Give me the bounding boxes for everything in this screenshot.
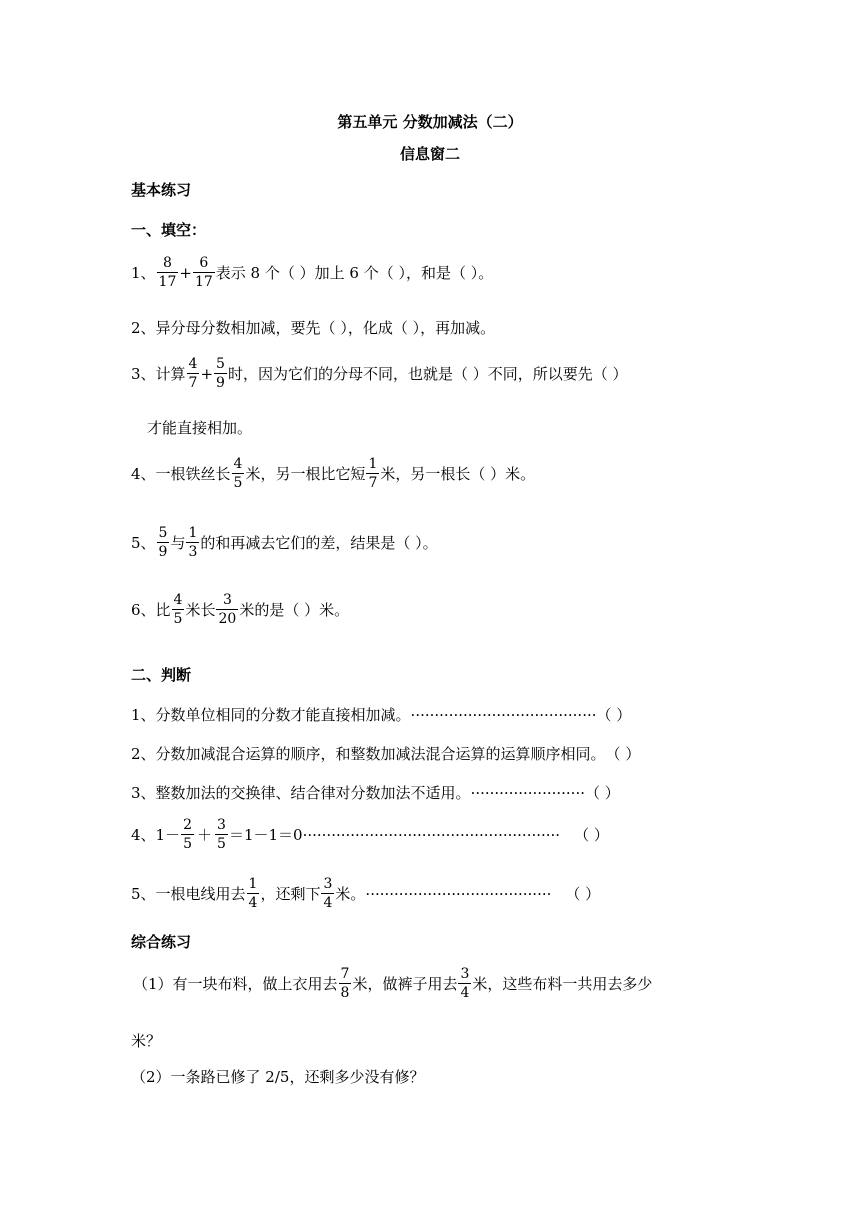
fraction: $\frac{1}{7}$ <box>368 456 378 491</box>
comp-question-2: （2）一条路已修了 2/5，还剩多少没有修？ <box>131 1068 425 1086</box>
fraction: $\frac{3}{20}$ <box>218 592 237 627</box>
fraction: $\frac{3}{4}$ <box>460 966 470 1001</box>
fill-question-3 <box>131 357 628 390</box>
fraction: $\frac{4}{7}$ <box>188 356 198 391</box>
fraction: $\frac{1}{4}$ <box>248 876 258 911</box>
page-subtitle: 信息窗二 <box>399 145 460 163</box>
part1-heading: 一、填空： <box>131 221 207 239</box>
judge-question-5 <box>131 877 600 910</box>
fill-question-1 <box>131 256 493 289</box>
page-title: 第五单元 分数加减法（二） <box>337 113 523 131</box>
answer-blank: （ ） <box>605 745 641 763</box>
judge-question-1 <box>131 704 731 725</box>
fill-question-2 <box>131 317 495 338</box>
fraction: $\frac{5}{9}$ <box>158 525 168 560</box>
question-text: 的和再减去它们的差，结果是（ ）。 <box>200 534 438 552</box>
question-text: 与 <box>170 534 186 552</box>
question-text: 米的是（ ）米。 <box>239 601 350 619</box>
question-text: 表示 8 个（ ）加上 6 个（ ），和是（ ）。 <box>215 264 494 282</box>
fraction: $\frac{7}{8}$ <box>340 966 350 1001</box>
fill-question-5 <box>131 526 438 559</box>
question-text: ＝1－1＝0 <box>228 826 303 844</box>
operator: ＋ <box>197 826 213 844</box>
answer-blank: （ ） <box>596 706 632 724</box>
answer-blank: （ ） <box>565 885 601 903</box>
judge-question-3 <box>131 782 620 803</box>
fraction: $\frac{5}{9}$ <box>216 356 225 391</box>
operator: + <box>200 364 214 383</box>
comp-question-1-continued: 米？ <box>131 1032 162 1050</box>
question-text: 米，做裤子用去 <box>352 975 458 993</box>
question-text: 米，这些布料一共用去多少 <box>472 975 653 993</box>
comp-question-1 <box>133 967 652 1000</box>
dot-leader: ······································· <box>365 884 552 903</box>
question-number: 5、 <box>131 534 156 552</box>
question-text: 2、分数加减混合运算的顺序，和整数加减法混合运算的运算顺序相同。 <box>131 745 606 763</box>
question-number: 3、计算 <box>131 365 186 383</box>
fill-question-6 <box>131 593 349 626</box>
question-number: 6、比 <box>131 601 171 619</box>
question-text: 米长 <box>185 601 216 619</box>
fraction: $\frac{4}{5}$ <box>233 456 243 491</box>
fraction: $\frac{6}{17}$ <box>194 255 213 290</box>
dot-leader: ······················································ <box>302 825 561 844</box>
dot-leader: ······································· <box>410 705 597 724</box>
dot-leader: ························ <box>470 783 585 802</box>
judge-question-4 <box>131 818 609 851</box>
question-number: （1）有一块布料，做上衣用去 <box>133 975 338 993</box>
judge-question-2 <box>131 743 640 764</box>
question-text: 3、整数加法的交换律、结合律对分数加法不适用。 <box>131 784 471 802</box>
section-comp-heading: 综合练习 <box>131 933 192 951</box>
fill-question-4 <box>131 457 535 490</box>
question-text: 2、异分母分数相加减，要先（ ），化成（ ），再加减。 <box>131 319 496 337</box>
section-basic-heading: 基本练习 <box>131 181 192 199</box>
question-number: 4、1－ <box>131 826 181 844</box>
fill-question-3-continued: 才能直接相加。 <box>147 419 253 437</box>
fraction: $\frac{4}{5}$ <box>173 592 183 627</box>
fraction: $\frac{3}{5}$ <box>217 817 226 852</box>
question-text: ，还剩下 <box>260 885 321 903</box>
question-text: 米，另一根长（ ）米。 <box>380 465 536 483</box>
answer-blank: （ ） <box>584 784 620 802</box>
fraction: $\frac{2}{5}$ <box>183 817 193 852</box>
fraction: $\frac{1}{3}$ <box>188 525 198 560</box>
question-text: 1、分数单位相同的分数才能直接相加减。 <box>131 706 411 724</box>
question-text: 米。 <box>335 885 366 903</box>
operator: + <box>179 263 192 282</box>
answer-blank: （ ） <box>574 826 609 844</box>
question-number: 4、一根铁丝长 <box>131 465 231 483</box>
question-text: 时，因为它们的分母不同，也就是（ ）不同，所以要先（ ） <box>227 365 628 383</box>
question-number: 1、 <box>131 264 156 282</box>
part2-heading: 二、判断 <box>131 666 192 684</box>
fraction: $\frac{3}{4}$ <box>323 876 333 911</box>
question-number: 5、一根电线用去 <box>131 885 246 903</box>
fraction: $\frac{8}{17}$ <box>158 255 177 290</box>
question-text: 米，另一根比它短 <box>245 465 366 483</box>
